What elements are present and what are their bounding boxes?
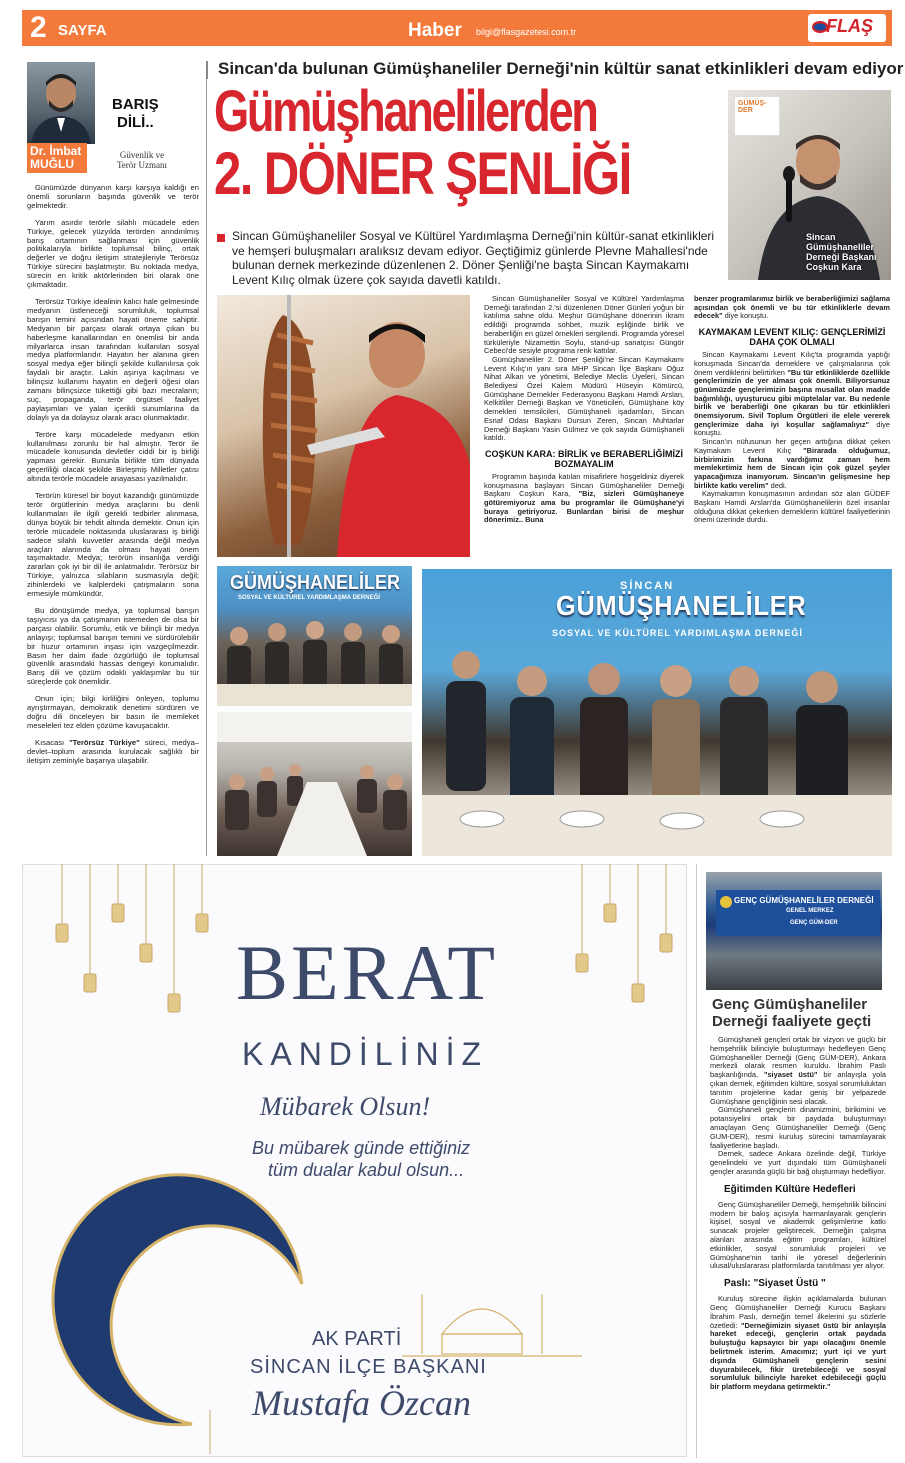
side-article-title: Genç Gümüşhaneliler Derneği faaliyete geçti	[712, 996, 872, 1030]
paragraph-text: Sincan'ın nüfusunun her geçen arttığına dikkat çeken Kaymakam Levent Kılıç	[694, 437, 890, 455]
author-name-line2: MUĞLU	[30, 157, 74, 171]
column-title	[112, 96, 159, 132]
column-paragraph: Terörün küresel bir boyut kazandığı günümüzde terör örgütlerinin medya araçlarını bu denli kullanmaları ile ilgili gerekli tedbirler alınmasa, dünya büyük bir tehdit altında demektir. Onun için terörle mücadele noktasında uluslararası iş birliği sadece silahlı kuvvetler arasında değil medya araçları alanında da olması hayati önem taşımaktadır. Medya; terörün insanlığa verdiği zararları çok iyi bir dil ile anlatmalıdır. Terörsüz bir Türkiye, yalnızca silahların susmasıyla değil; zihinlerdeki ve kalplerdeki çatışmaların sona ermesiyle mümkündür.	[27, 491, 199, 599]
article-paragraph: Gümüşhaneliler 2. Döner Şenliği'ne Sincan Kaymakamı Levent Kılıç'ın yanı sıra MHP Sincan İlçe Başkanı Oğuz Nihat Alkan ve yönetimi, Belediye Meclis Üyeleri, Sincan Belediyesi Özel Kalem Müdürü Hüseyin Kömürcü, Gümüşhane Dernekler Federasyonu Başkanı Hamdi Arslan, Kelkitliler Derneği Başkan ve Yöneticileri, Gümüşhane köy dernekleri temsilcileri, Gümüşhaneli işadamları, Sincan Esnaf Odası Başkanı Dursun Zeren, Sincan Muhtarlar Derneği Başkanı Yasin Gülmez ve çok sayıda Gümüşhaneli katıldı.	[484, 354, 684, 443]
headline-line1: Gümüşhanelilerden	[214, 79, 597, 144]
doner-icon	[217, 295, 470, 557]
people-icon	[422, 569, 892, 856]
side-article-body	[710, 1036, 886, 1392]
quote-text: "siyaset üstü"	[763, 1070, 818, 1080]
caption-line: Sincan	[806, 232, 836, 242]
people-icon	[217, 566, 412, 706]
side-paragraph: Dernek, sadece Ankara özelinde değil, Türkiye genelindeki ve yurt dışındaki tüm Gümüşhaneli gençler arasında güçlü bir bağ oluşturmayı hedefliyor.	[710, 1149, 886, 1176]
emblem-icon	[720, 896, 732, 908]
quote-text: benzer programlarımız birlik ve beraberliğimizi sağlama açısından çok önemli ve bu tür etkinliklerle devam edecek"	[694, 294, 890, 321]
quote-text: "Birarada olduğumuz, birbirimizin farkına vardığımız zaman hem memleketimiz hem de Sincan için çok güzel şeyler yapacağımıza inanıyorum. Sincan'ın gelişmesine hep birlikte katkı verelim"	[694, 445, 891, 490]
author-role-line2: Terör Uzmanı	[116, 160, 168, 170]
association-sign-text: GÜMÜŞ-DER	[738, 100, 767, 114]
ad-prayer-line2: tüm dualar kabul olsun...	[268, 1160, 465, 1180]
sign-line2: GENEL MERKEZ	[786, 908, 834, 914]
column-paragraph: Teröre karşı mücadelede medyanın etkin kullanılması zorunlu bir hal almıştır. Terör ile mücadele konusunda devletler ciddi bir iş birliği yapması gerekir. Bununla birlikte tüm dünyada geçerliliği olacak şekilde Birleşmiş Milletler çatısı altında terörle mücadele anayasası yazılmalıdır.	[27, 429, 199, 484]
page-label: SAYFA	[58, 22, 107, 39]
page-number: 2	[30, 11, 47, 44]
headline-line2: 2. DÖNER ŞENLİĞİ	[214, 140, 631, 207]
ad-title: BERAT	[236, 929, 499, 1016]
quote-text: "Bu tür etkinliklerde özellikle gençlerimizin de yer alması çok önemli. Biliyorsunuz günümüzde gençlerimizin başına musallat olan madde bağımlılığı, uyuşturucu gibi müptelalar var. Bu nedenle birlik ve beraberliği öne çıkaran bu tür etkinlikleri önemsiyorum. Sivil Toplum Örgütleri ile elele vererek gençlerimize daha iyi koşullar sağlamalıyız"	[694, 367, 890, 429]
side-paragraph	[710, 1036, 886, 1106]
closing-bold: "Terörsüz Türkiye"	[69, 737, 140, 747]
author-role	[112, 150, 172, 170]
article-lead: Sincan Gümüşhaneliler Sosyal ve Kültürel Yardımlaşma Derneği'nin kültür-sanat etkinlikleri ve hemşeri buluşmaları aralıksız devam ediyor. Geçtiğimiz günlerde Plevne Mahallesi'nde bulunan dernek merkezinde düzenlenen 2. Döner Şenliği'ne başta Sincan Kaymakamı Levent Kılıç olmak üzere çok sayıda davetli katıldı.	[232, 229, 715, 287]
column-closing	[27, 739, 199, 766]
contact-email[interactable]: bilgi@flasgazetesi.com.tr	[476, 27, 577, 37]
column-divider	[206, 62, 207, 856]
side-paragraph: Gümüşhaneli gençlerin dinamizmini, birikimini ve potansiyelini ortak bir paydada buluşturmayı amaçlayan Genç Gümüşhaneliler Derneği (Genç GUM-DER), resmi kuruluş sürecini tamamlayarak faaliyetlerine başladı.	[710, 1105, 886, 1150]
lead-bullet	[217, 234, 225, 242]
section-title: Haber	[408, 20, 462, 41]
caption-line: Derneği Başkanı	[806, 252, 877, 262]
article-paragraph: Kaymakamın konuşmasının ardından söz alan GÜDEF Başkanı Hamdi Arslan'da Gümüşhanelilerin özel insanlar olduğuna dikkat çekerken derneklerin kültürel faaliyetlerinin önemi üzerinde durdu.	[694, 489, 890, 525]
sign-line3: GENÇ GÜM-DER	[790, 920, 838, 926]
article-column-1	[484, 295, 684, 525]
paragraph-text: bir anlayışla yola çıkan dernek, eğitimden kültüre, sosyal sorumluluktan tanıtım projelerine kadar geniş bir yelpazede Gümüşhane gençliğinin sesi olacak.	[710, 1070, 886, 1106]
caption-line: Coşkun Kara	[806, 262, 862, 272]
column-paragraph: Onun için; bilgi kirliliğini önleyen, toplumu ayrıştırmayan, demokratik denetimi sürdüren ve doğru dili önceleyen bir basın ile memleket meseleleri tez elden çözüme kavuşacaktır.	[27, 694, 199, 730]
article-paragraph: Sincan Gümüşhaneliler Sosyal ve Kültürel Yardımlaşma Derneği tarafından 2.'si düzenlenen Döner Günleri yoğun bir katılıma sahne oldu. Meşhur Gümüşhane dönerinin ikram edildiği programda sohbet, muzik eşliğinde birlik ve beraberliğin en güzel örnekleri sergilendi. Programda yöresel türküleriyle Nizamettin Soylu, stand-up sanatçısı Güngör Cebeci'de sesiyle programa renk kattılar.	[484, 294, 684, 356]
person-icon	[27, 62, 95, 144]
ad-subtitle: KANDİLİNİZ	[242, 1036, 489, 1072]
column-title-line1: BARIŞ	[112, 96, 159, 113]
ad-office: SİNCAN İLÇE BAŞKANI	[250, 1356, 487, 1378]
article-paragraph	[694, 295, 890, 321]
article-paragraph	[484, 473, 684, 525]
ad-signature: Mustafa Özcan	[252, 1383, 471, 1423]
caption-line: Gümüşhaneliler	[806, 242, 875, 252]
column-body	[27, 184, 199, 856]
side-paragraph: Genç Gümüşhaneliler Derneği, hemşehrilik bilincini modern bir bakış açısıyla harmanlayarak gençlerin kişisel, sosyal ve akademik gelişimlerine katkı sunacak projeler geliştirecek. Derneğin çalışma alanları arasında eğitim programları, kültürel etkinlikler, sosyal sorumluluk projeleri ve Gümüşhane'nin tarihi ile yöresel değerlerinin ulusal/uluslararası platformlarda tanıtılması yer alıyor.	[710, 1199, 886, 1271]
side-subheading: Eğitimden Kültüre Hedefleri	[724, 1183, 856, 1195]
paragraph-text: Gümüşhaneli gençleri ortak bir vizyon ve güçlü bir hemşehrilik bilinciyle buluşturmayı hedefleyen Genç Gümüşhaneliler Derneği (Genç GÜM-DER), Ankara merkezli olarak resmen kuruldu. İbrahim Paslı başkanlığında,	[710, 1035, 886, 1080]
banner-subtitle: SOSYAL VE KÜLTÜREL YARDIMLAŞMA DERNEĞİ	[238, 595, 380, 601]
article-column-2	[694, 295, 890, 525]
closing-suffix: süreci, medya–devlet–toplum arasında kurulacak sağlıklı bir iletişim zeminiyle başarıya ulaşabilir.	[27, 737, 200, 765]
photo-caption	[806, 232, 877, 272]
article-subheading: COŞKUN KARA: BİRLİK ve BERABERLİĞİMİZİ BOZMAYALIM	[484, 448, 683, 469]
sign-line1: GENÇ GÜMÜŞHANELİLER DERNEĞİ	[734, 896, 874, 905]
article-kicker: Sincan'da bulunan Gümüşhaneliler Derneği'nin kültür sanat etkinlikleri devam ediyor	[218, 59, 904, 78]
banner-top: SİNCAN	[620, 580, 675, 592]
quote-text: "Biz, sizleri Gümüşhaneye götüremiyoruz ama bu programlar ile Gümüşhane'yi buraya getiriyoruz. Bunlardan birisi de meşhur dönerimiz.. Buna	[484, 489, 684, 525]
kicker-line	[206, 61, 208, 79]
author-name	[30, 145, 81, 171]
article-paragraph	[694, 438, 890, 490]
paragraph-text: diye konuştu.	[694, 419, 890, 438]
logo-text: FLAŞ	[826, 16, 873, 36]
column-title-line2: DİLİ..	[117, 114, 154, 131]
ad-party: AK PARTİ	[312, 1328, 402, 1350]
closing-prefix: Kısacası	[35, 737, 70, 747]
paragraph-text: diye konuştu.	[722, 311, 769, 321]
author-role-line1: Güvenlik ve	[119, 150, 165, 160]
author-name-line1: Dr. İmbat	[30, 144, 82, 158]
side-subheading: Paslı: "Siyaset Üstü "	[724, 1278, 826, 1290]
banner-title: GÜMÜŞHANELİLER	[230, 572, 401, 594]
column-paragraph: Günümüzde dünyanın karşı karşıya kaldığı en önemli sorunların başında güvenlik ve terör gelmektedir.	[27, 183, 199, 210]
ad-greeting: Mübarek Olsun!	[260, 1092, 431, 1121]
quote-text: "Derneğimizin siyaset üstü bir anlayışla hareket edeceği, gençlerin ortak paydada buluştuğu kapsayıcı bir yapı olacağını önemle belirtmek isterim. Amacımız; yurt içi ve yurt dışında Gümüşhaneli gençlerin sesini duyurabilecek, fikir üretebileceği ve sosyal sorumluluk bilinciyle hareket edebileceği güçlü bir platform meydana getirmektir."	[710, 1320, 886, 1392]
paragraph-text: Sincan Kaymakamı Levent Kılıç'ta programda yaptığı konuşmada Sincan'da derneklere ve çalışmalarına çok önem verdiklerini belirtirken	[694, 350, 890, 377]
column-paragraph: Yarım asırdır terörle silahlı mücadele eden Türkiye, gelecek yüzyılda terörden arındırılmış barış ortamının sağlanması için güvenlik politikalarıyla birlikte toplumsal bilinç, ortak değerler ve doğru iletişim stratejileriyle Terörsüz Türkiye sürecini başlatmıştır. Bu noktada medya, sürecin en kritik aktörlerinden biri olarak öne çıkmaktadır.	[27, 217, 199, 290]
article-subheading: KAYMAKAM LEVENT KILIÇ: GENÇLERİMİZİ DAHA ÇOK OLMALI	[698, 327, 886, 348]
paragraph-text: dedi.	[768, 480, 787, 490]
crowd-icon	[217, 712, 412, 856]
paragraph-text: Programın başında katılan misafirlere hoşgeldiniz diyerek konuşmasına başlayan Sincan Gümüşhaneliler Derneği Başkanı Coşkun Kara,	[484, 471, 684, 499]
side-paragraph	[710, 1295, 886, 1392]
banner-title: GÜMÜŞHANELİLER	[556, 590, 807, 621]
column-paragraph: Bu dönüşümde medya, ya toplumsal barışın taşıyıcısı ya da çatışmanın istemeden de olsa bir parçası olabilir. Sorumlu, etik ve bilinçli bir medya anlayışı; toplumsal barışın temini ve sürdürülebilir bir huzur ortamının inşası için vazgeçilmezdir. Basın her daim ifade özgürlüğü ile toplumsal güvenlik arasındaki hassas dengeyi korumalıdır. Barış dili ve çözüm odaklı yaklaşımlar bu tür süreçlerde çok önemlidir.	[27, 605, 199, 687]
paragraph-text: Kuruluş sürecine ilişkin açıklamalarda bulunan Genç Gümüşhaneliler Derneği Kurucu Başkanı İbrahim Paslı, derneğin temel ilkelerini şu sözlerle özetledi:	[710, 1294, 886, 1330]
banner-subtitle: SOSYAL VE KÜLTÜREL YARDIMLAŞMA DERNEĞİ	[552, 628, 803, 638]
article-paragraph	[694, 351, 890, 438]
column-paragraph: Terörsüz Türkiye idealinin kalıcı hale gelmesinde medyanın üstleneceği sorumluluk, toplumsal barışın temini açısından hayati öneme sahiptir. Medyanın bir parçası olarak ortaya çıkan bu haberleşme kanallarından en önemlisi bir anda milyarlarca insan tarafından kullanılan sosyal medya platformlarıdır. Hayatın her alanına giren sosyal medya eğer bilinçli şekilde kullanılırsa çok faydalı bir araçtır. Lakin aşırıya kaçılması ve bilinçsiz kullanımı hayatın en değerli öğesi olan zamanı bilinçsizce tükettiği gibi bazı mecraların; suç, propaganda, terör örgütsel faaliyet paylaşımları ve yalan içerikli sunumlarına da dolaylı ya da dolaysız olarak aracı olunmaktadır.	[27, 296, 199, 422]
ad-prayer-line1: Bu mübarek günde ettiğiniz	[252, 1138, 471, 1158]
side-divider	[696, 864, 697, 1458]
